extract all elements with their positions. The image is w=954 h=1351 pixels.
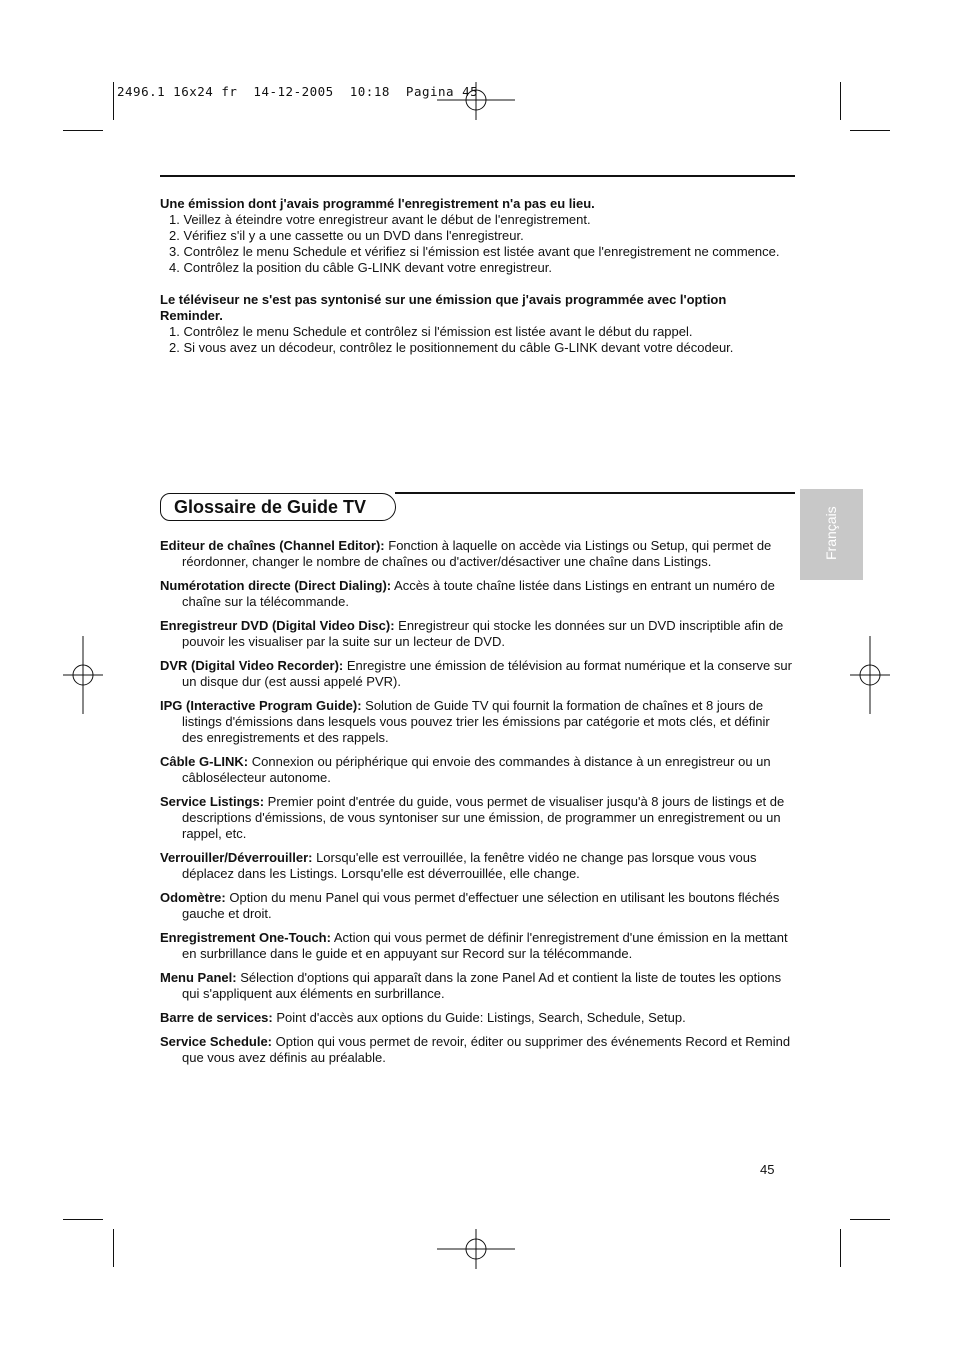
crop-mark — [850, 130, 890, 131]
glossary-term: Barre de services: — [160, 1010, 273, 1025]
glossary-term: Service Listings: — [160, 794, 265, 809]
step-item: 2. Vérifiez s'il y a une cassette ou un DVD dans l'enregistreur. — [169, 228, 524, 243]
step-item: 3. Contrôlez le menu Schedule et vérifiez si l'émission est listée avant que l'enregistrement ne commence. — [169, 244, 780, 259]
language-tab-label: Français — [823, 506, 839, 560]
glossary-term: Câble G-LINK: — [160, 754, 249, 769]
glossary-term: DVR (Digital Video Recorder): — [160, 658, 344, 673]
glossary-term: Verrouiller/Déverrouiller: — [160, 850, 313, 865]
crop-mark — [850, 1219, 890, 1220]
glossary-entry — [160, 850, 794, 882]
glossary-term: Enregistrement One-Touch: — [160, 930, 331, 945]
crop-mark — [63, 130, 103, 131]
glossary-definition: Sélection d'options qui apparaît dans la zone Panel Ad et contient la liste de toutes les options qui s'appliquent aux éléments en surbrillance. — [182, 970, 782, 1001]
question-heading: Le téléviseur ne s'est pas syntonisé sur une émission que j'avais programmée avec l'option Reminder. — [160, 292, 727, 323]
glossary-term: Numérotation directe (Direct Dialing): — [160, 578, 392, 593]
print-slug: 2496.1 16x24 fr 14-12-2005 10:18 Pagina 45 — [117, 84, 479, 99]
registration-mark-icon — [437, 82, 515, 120]
glossary-entry — [160, 930, 794, 962]
crop-mark — [63, 1219, 103, 1220]
glossary-entry — [160, 578, 794, 610]
glossary-entry — [160, 1010, 794, 1026]
glossary-entry — [160, 754, 794, 786]
steps-list — [160, 212, 790, 276]
step-item: 4. Contrôlez la position du câble G-LINK devant votre enregistreur. — [169, 260, 552, 275]
question-heading: Une émission dont j'avais programmé l'enregistrement n'a pas eu lieu. — [160, 196, 595, 211]
troubleshooting-section — [160, 196, 790, 356]
page-number: 45 — [760, 1162, 775, 1177]
glossary-term: Odomètre: — [160, 890, 226, 905]
glossary-definition: Option qui vous permet de revoir, éditer ou supprimer des événements Record et Remind que vous avez définis au préalable. — [182, 1034, 791, 1065]
glossary-entry — [160, 698, 794, 746]
glossary-definition: Lorsqu'elle est verrouillée, la fenêtre vidéo ne change pas lorsque vous vous déplacez dans les Listings. Lorsqu'elle est déverrouillée, elle change. — [182, 850, 757, 881]
top-rule — [160, 175, 795, 177]
crop-mark — [840, 82, 841, 120]
step-item: 1. Contrôlez le menu Schedule et contrôlez si l'émission est listée avant le début du rappel. — [169, 324, 693, 339]
registration-mark-icon — [63, 636, 103, 714]
glossary-term: Editeur de chaînes (Channel Editor): — [160, 538, 385, 553]
glossary-entry — [160, 890, 794, 922]
step-item: 1. Veillez à éteindre votre enregistreur avant le début de l'enregistrement. — [169, 212, 591, 227]
registration-mark-icon — [850, 636, 890, 714]
glossary-definition: Accès à toute chaîne listée dans Listings en entrant un numéro de chaîne sur la télécommande. — [182, 578, 775, 609]
glossary-definition: Solution de Guide TV qui fournit la formation de chaînes et 8 jours de listings d'émissions dans lesquels vous pouvez trier les émissions par catégorie et mots clés, et définir des enregistrements et des rappels. — [182, 698, 770, 745]
registration-mark-icon — [437, 1229, 515, 1269]
glossary-term: Enregistreur DVD (Digital Video Disc): — [160, 618, 395, 633]
step-item: 2. Si vous avez un décodeur, contrôlez le positionnement du câble G-LINK devant votre décodeur. — [169, 340, 734, 355]
crop-mark — [113, 1229, 114, 1267]
glossary-entry — [160, 794, 794, 842]
glossary-definition: Enregistreur qui stocke les données sur un DVD inscriptible afin de pouvoir les visualiser par la suite sur un lecteur de DVD. — [182, 618, 784, 649]
glossary-term: Menu Panel: — [160, 970, 237, 985]
glossary-term: Service Schedule: — [160, 1034, 272, 1049]
glossary-entry — [160, 658, 794, 690]
glossary-entry — [160, 1034, 794, 1066]
glossary-term: IPG (Interactive Program Guide): — [160, 698, 362, 713]
crop-mark — [840, 1229, 841, 1267]
glossary-definition: Premier point d'entrée du guide, vous permet de visualiser jusqu'à 8 jours de listings et de descriptions d'émissions, de vous syntoniser sur une émission, de programmer un enregistrement ou un rappel, etc. — [182, 794, 785, 841]
glossary-definition: Action qui vous permet de définir l'enregistrement d'une émission en la mettant en surbrillance dans le guide et en appuyant sur Record sur la télécommande. — [182, 930, 788, 961]
glossary-definition: Point d'accès aux options du Guide: Listings, Search, Schedule, Setup. — [272, 1010, 686, 1025]
section-rule — [395, 492, 795, 494]
section-title: Glossaire de Guide TV — [174, 497, 367, 517]
glossary-entry — [160, 538, 794, 570]
glossary-definition: Fonction à laquelle on accède via Listings ou Setup, qui permet de réordonner, changer le nombre de chaînes ou d'activer/désactiver une chaîne dans Listings. — [182, 538, 772, 569]
glossary-list — [160, 538, 794, 1074]
glossary-definition: Option du menu Panel qui vous permet d'effectuer une sélection en utilisant les boutons fléchés gauche et droit. — [182, 890, 780, 921]
glossary-definition: Connexion ou périphérique qui envoie des commandes à distance à un enregistreur ou un câblosélecteur autonome. — [182, 754, 771, 785]
steps-list — [160, 324, 790, 356]
crop-mark — [113, 82, 114, 120]
glossary-entry — [160, 970, 794, 1002]
glossary-entry — [160, 618, 794, 650]
glossary-definition: Enregistre une émission de télévision au format numérique et la conserve sur un disque dur (est aussi appelé PVR). — [182, 658, 792, 689]
